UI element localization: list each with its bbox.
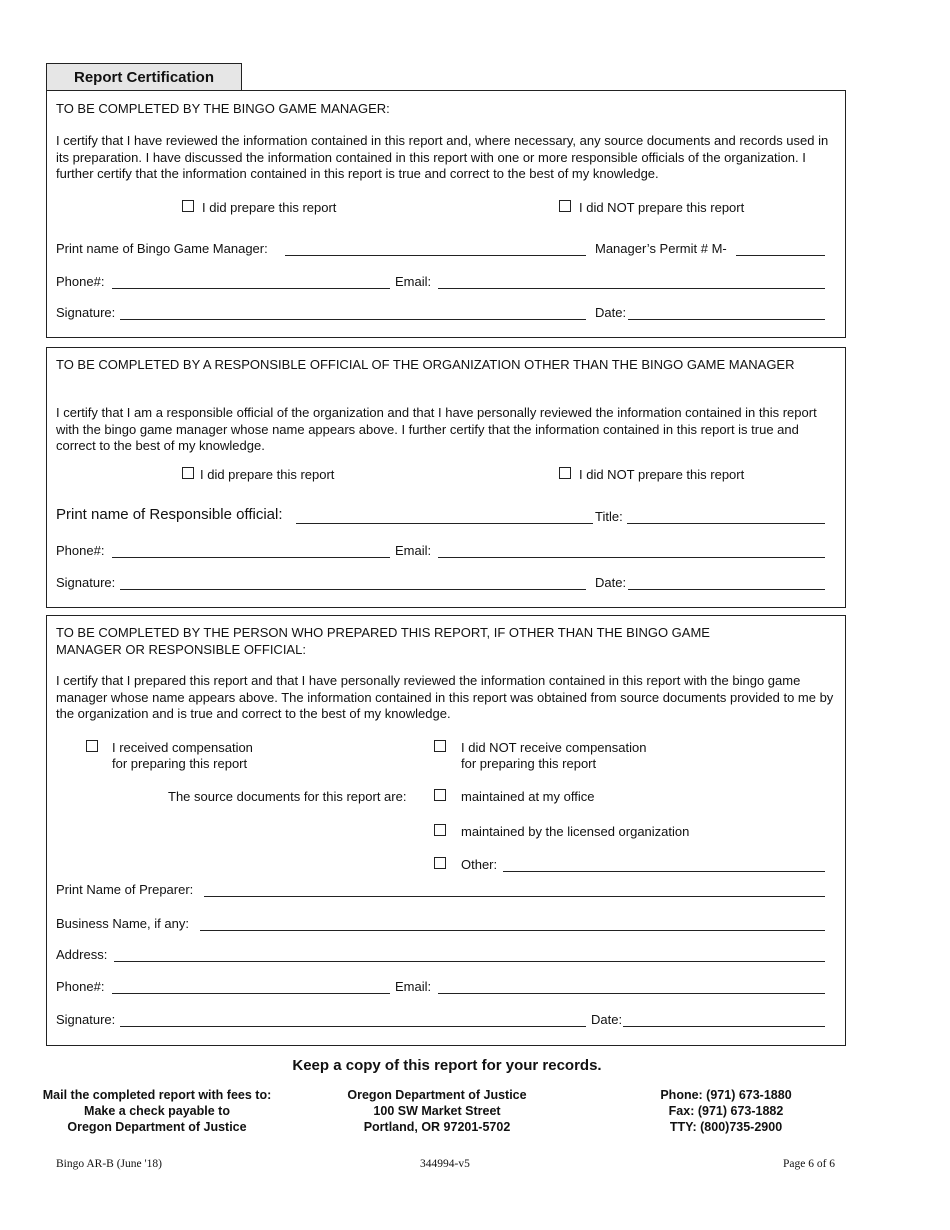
section3-statement: I certify that I prepared this report and that I have personally reviewed the information contained in this report with the bingo game manager whose name appears above. The information contained in this report was obtained from source documents provided to me by the organization and is true and correct to the best of my knowledge. [56, 673, 834, 721]
business-name-field[interactable] [200, 930, 825, 931]
section1-phone-label: Phone#: [56, 274, 105, 289]
section2-did-prepare-checkbox[interactable] [182, 467, 194, 479]
permit-number-field[interactable] [736, 255, 825, 256]
section1-date-field[interactable] [628, 319, 825, 320]
section2-date-field[interactable] [628, 589, 825, 590]
preparer-name-label: Print Name of Preparer: [56, 882, 194, 897]
section3-email-label: Email: [395, 979, 432, 994]
received-compensation-label: I received compensation for preparing this report [112, 740, 253, 771]
preparer-name-field[interactable] [204, 896, 825, 897]
section2-email-field[interactable] [438, 557, 825, 558]
other-location-field[interactable] [503, 871, 825, 872]
manager-name-label: Print name of Bingo Game Manager: [56, 241, 268, 256]
document-number: 344994-v5 [420, 1158, 470, 1170]
keep-copy-notice: Keep a copy of this report for your records. [292, 1057, 602, 1074]
permit-number-label: Manager’s Permit # M- [595, 241, 727, 256]
section1-did-prepare-checkbox[interactable] [182, 200, 194, 212]
address-label: Address: [56, 947, 108, 962]
address-field[interactable] [114, 961, 825, 962]
form-identifier: Bingo AR-B (June '18) [56, 1158, 162, 1170]
section3-date-label: Date: [591, 1012, 623, 1027]
mailing-instructions: Mail the completed report with fees to: Make a check payable to Oregon Department of Justice [42, 1088, 272, 1134]
section1-did-prepare-label: I did prepare this report [202, 200, 337, 215]
section1-email-label: Email: [395, 274, 432, 289]
maintained-by-organization-label: maintained by the licensed organization [461, 824, 690, 839]
maintained-by-organization-checkbox[interactable] [434, 824, 446, 836]
section2-signature-field[interactable] [120, 589, 586, 590]
section3-signature-field[interactable] [120, 1026, 586, 1027]
section-tab-title: Report Certification [46, 63, 242, 90]
no-compensation-checkbox[interactable] [434, 740, 446, 752]
received-compensation-checkbox[interactable] [86, 740, 98, 752]
section2-heading: TO BE COMPLETED BY A RESPONSIBLE OFFICIAL OF THE ORGANIZATION OTHER THAN THE BINGO GAME MANAGER [56, 357, 795, 372]
section2-did-not-prepare-label: I did NOT prepare this report [579, 467, 745, 482]
section2-did-not-prepare-checkbox[interactable] [559, 467, 571, 479]
no-compensation-label: I did NOT receive compensation for preparing this report [461, 740, 647, 771]
business-name-label: Business Name, if any: [56, 916, 189, 931]
section2-phone-label: Phone#: [56, 543, 105, 558]
maintained-at-office-label: maintained at my office [461, 789, 595, 804]
contact-numbers: Phone: (971) 673-1880 Fax: (971) 673-1882 TTY: (800)735-2900 [660, 1088, 792, 1134]
official-title-label: Title: [595, 509, 623, 524]
section3-date-field[interactable] [623, 1026, 825, 1027]
section3-email-field[interactable] [438, 993, 825, 994]
section1-date-label: Date: [595, 305, 627, 320]
page-number: Page 6 of 6 [783, 1158, 836, 1170]
other-location-checkbox[interactable] [434, 857, 446, 869]
section3-phone-label: Phone#: [56, 979, 105, 994]
section2-phone-field[interactable] [112, 557, 390, 558]
section2-date-label: Date: [595, 575, 627, 590]
maintained-at-office-checkbox[interactable] [434, 789, 446, 801]
section3-signature-label: Signature: [56, 1012, 116, 1027]
section1-signature-field[interactable] [120, 319, 586, 320]
section1-email-field[interactable] [438, 288, 825, 289]
section2-email-label: Email: [395, 543, 432, 558]
section1-phone-field[interactable] [112, 288, 390, 289]
official-name-label: Print name of Responsible official: [56, 506, 283, 523]
section1-statement: I certify that I have reviewed the information contained in this report and, where necessary, any source documents and records used in its preparation. I have discussed the information contained in this report with one or more responsible officials of the organization. I further certify that the information contained in this report is true and correct to the best of my knowledge. [56, 133, 829, 181]
section1-did-not-prepare-label: I did NOT prepare this report [579, 200, 745, 215]
section1-heading: TO BE COMPLETED BY THE BINGO GAME MANAGER: [56, 101, 390, 116]
section2-did-prepare-label: I did prepare this report [200, 467, 335, 482]
source-documents-label: The source documents for this report are: [168, 789, 407, 804]
section2-statement: I certify that I am a responsible official of the organization and that I have personally reviewed the information contained in this report with the bingo game manager whose name appears above. I further certify that the information contained in this report is true and correct to the best of my knowledge. [56, 405, 817, 453]
section2-signature-label: Signature: [56, 575, 116, 590]
section3-phone-field[interactable] [112, 993, 390, 994]
manager-name-field[interactable] [285, 255, 586, 256]
official-title-field[interactable] [627, 523, 825, 524]
section1-did-not-prepare-checkbox[interactable] [559, 200, 571, 212]
section1-signature-label: Signature: [56, 305, 116, 320]
section3-heading: TO BE COMPLETED BY THE PERSON WHO PREPARED THIS REPORT, IF OTHER THAN THE BINGO GAME MANAGER OR RESPONSIBLE OFFICIAL: [56, 625, 710, 657]
official-name-field[interactable] [296, 523, 593, 524]
mailing-address: Oregon Department of Justice 100 SW Market Street Portland, OR 97201-5702 [347, 1088, 527, 1134]
other-location-label: Other: [461, 857, 498, 872]
